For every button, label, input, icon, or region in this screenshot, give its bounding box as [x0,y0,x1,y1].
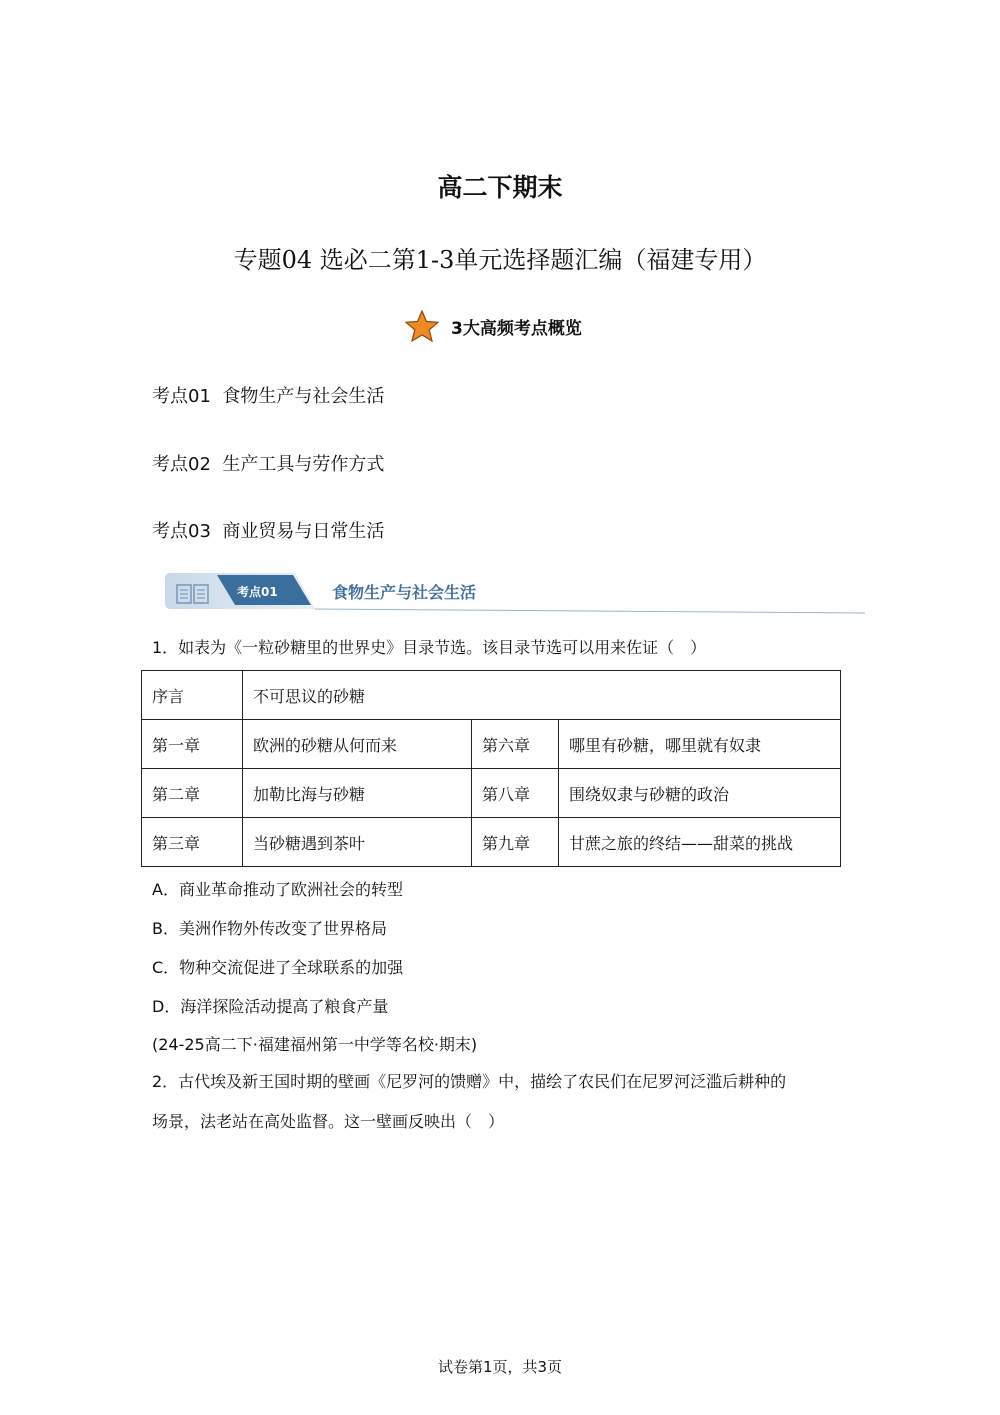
page-title: 高二下期末 [437,173,563,202]
table-cell: 第三章 [142,818,243,867]
table-cell: 第八章 [472,769,559,818]
banner-title: 食物生产与社会生活 [332,583,477,602]
table-cell: 第九章 [472,818,559,867]
star-icon [405,310,439,342]
page-subtitle: 专题04 选必二第1-3单元选择题汇编（福建专用） [233,246,767,274]
question-2-line-2: 场景，法老站在高处监督。这一壁画反映出（ ） [152,1112,505,1131]
overview-heading [405,309,582,343]
key-point-1 [152,382,384,408]
option-b: B．美洲作物外传改变了世界格局 [152,919,387,938]
question-2-source: (24-25高二下·福建福州第一中学等名校·期末) [152,1035,478,1054]
option-c: C．物种交流促进了全球联系的加强 [152,958,404,977]
key-point-text: 商业贸易与日常生活 [222,521,385,542]
table-cell: 当砂糖遇到茶叶 [243,818,472,867]
table-cell: 第二章 [142,769,243,818]
table-cell: 围绕奴隶与砂糖的政治 [559,769,841,818]
overview-label: 3大高频考点概览 [451,318,582,339]
key-point-num: 考点01 [152,386,211,407]
table-cell: 第一章 [142,720,243,769]
table-cell: 欧洲的砂糖从何而来 [243,720,472,769]
table-cell: 加勒比海与砂糖 [243,769,472,818]
table-cell: 第六章 [472,720,559,769]
question-1-stem: 1．如表为《一粒砂糖里的世界史》目录节选。该目录节选可以用来佐证（ ） [152,638,707,657]
key-point-num: 考点02 [152,454,211,475]
table-row [142,671,841,720]
key-point-text: 食物生产与社会生活 [222,386,385,407]
question-2-line-1: 2．古代埃及新王国时期的壁画《尼罗河的馈赠》中，描绘了农民们在尼罗河泛滥后耕种的 [152,1072,787,1091]
table-cell: 不可思议的砂糖 [243,671,841,720]
table-row [142,769,841,818]
key-point-text: 生产工具与劳作方式 [222,454,385,475]
key-point-3 [152,517,384,543]
table-cell: 甘蔗之旅的终结——甜菜的挑战 [559,818,841,867]
table-row [142,720,841,769]
table-cell: 序言 [142,671,243,720]
option-d: D．海洋探险活动提高了粮食产量 [152,997,389,1016]
page-footer: 试卷第1页，共3页 [437,1358,563,1376]
option-a: A．商业革命推动了欧洲社会的转型 [152,880,403,899]
key-point-2 [152,450,384,476]
toc-table [141,670,841,867]
table-row [142,818,841,867]
key-point-num: 考点03 [152,521,211,542]
banner-tag: 考点01 [237,585,278,599]
question-2-stem [152,1062,862,1142]
table-cell: 哪里有砂糖，哪里就有奴隶 [559,720,841,769]
